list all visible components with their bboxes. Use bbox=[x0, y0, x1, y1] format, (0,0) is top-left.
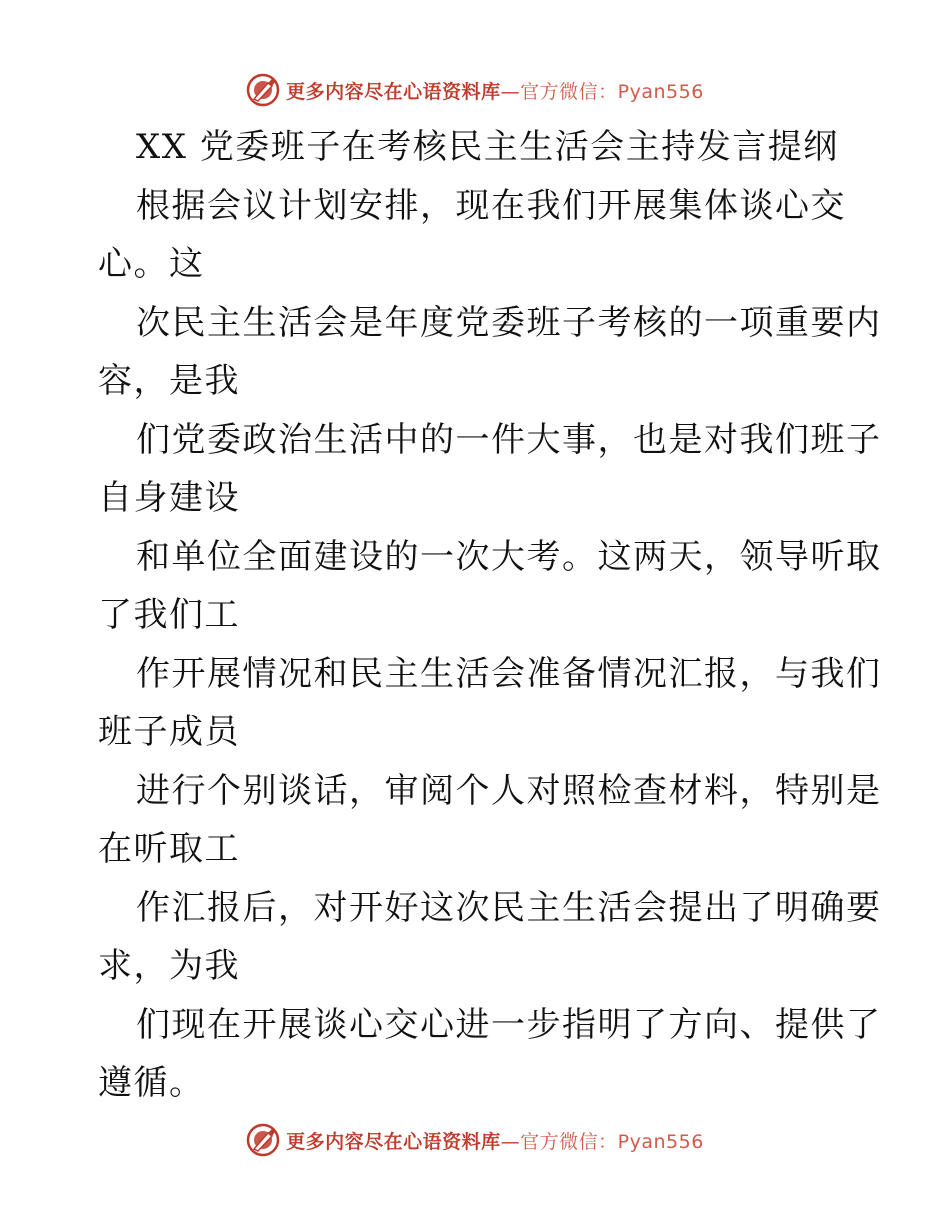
text-line: 遵循。 bbox=[98, 1063, 205, 1103]
banner-separator: — bbox=[500, 80, 521, 103]
banner-separator: — bbox=[500, 1130, 521, 1153]
banner-text bbox=[286, 77, 704, 104]
banner-text bbox=[286, 1127, 704, 1154]
text-line: 作开展情况和民主生活会准备情况汇报，与我们 bbox=[136, 653, 882, 694]
document-body bbox=[98, 118, 882, 1113]
text-line: 求，为我 bbox=[98, 946, 240, 986]
document-paragraph bbox=[98, 177, 882, 1113]
text-line: 根据会议计划安排，现在我们开展集体谈心交 bbox=[136, 185, 846, 226]
text-line: 心。这 bbox=[98, 244, 205, 284]
text-line: 在听取工 bbox=[98, 829, 240, 869]
text-line: 了我们工 bbox=[98, 595, 240, 635]
document-title: XX 党委班子在考核民主生活会主持发言提纲 bbox=[136, 127, 839, 167]
text-line: 们现在开展谈心交心进一步指明了方向、提供了 bbox=[136, 1004, 882, 1045]
header-banner bbox=[0, 70, 950, 110]
pen-logo-icon bbox=[246, 1123, 280, 1157]
footer-banner bbox=[0, 1120, 950, 1160]
text-line: 和单位全面建设的一次大考。这两天，领导听取 bbox=[136, 536, 882, 577]
text-line: 进行个别谈话，审阅个人对照检查材料，特别是 bbox=[136, 770, 882, 811]
banner-site-name: 更多内容尽在心语资料库 bbox=[286, 1130, 501, 1153]
text-line: 次民主生活会是年度党委班子考核的一项重要内 bbox=[136, 302, 882, 343]
banner-site-name: 更多内容尽在心语资料库 bbox=[286, 80, 501, 103]
text-line: 班子成员 bbox=[98, 712, 240, 752]
text-line: 作汇报后，对开好这次民主生活会提出了明确要 bbox=[136, 887, 882, 928]
banner-contact: 官方微信：Pyan556 bbox=[520, 1130, 704, 1153]
text-line: 容，是我 bbox=[98, 361, 240, 401]
text-line: 自身建设 bbox=[98, 478, 240, 518]
text-line: 们党委政治生活中的一件大事，也是对我们班子 bbox=[136, 419, 882, 460]
pen-logo-icon bbox=[246, 73, 280, 107]
banner-contact: 官方微信：Pyan556 bbox=[520, 80, 704, 103]
